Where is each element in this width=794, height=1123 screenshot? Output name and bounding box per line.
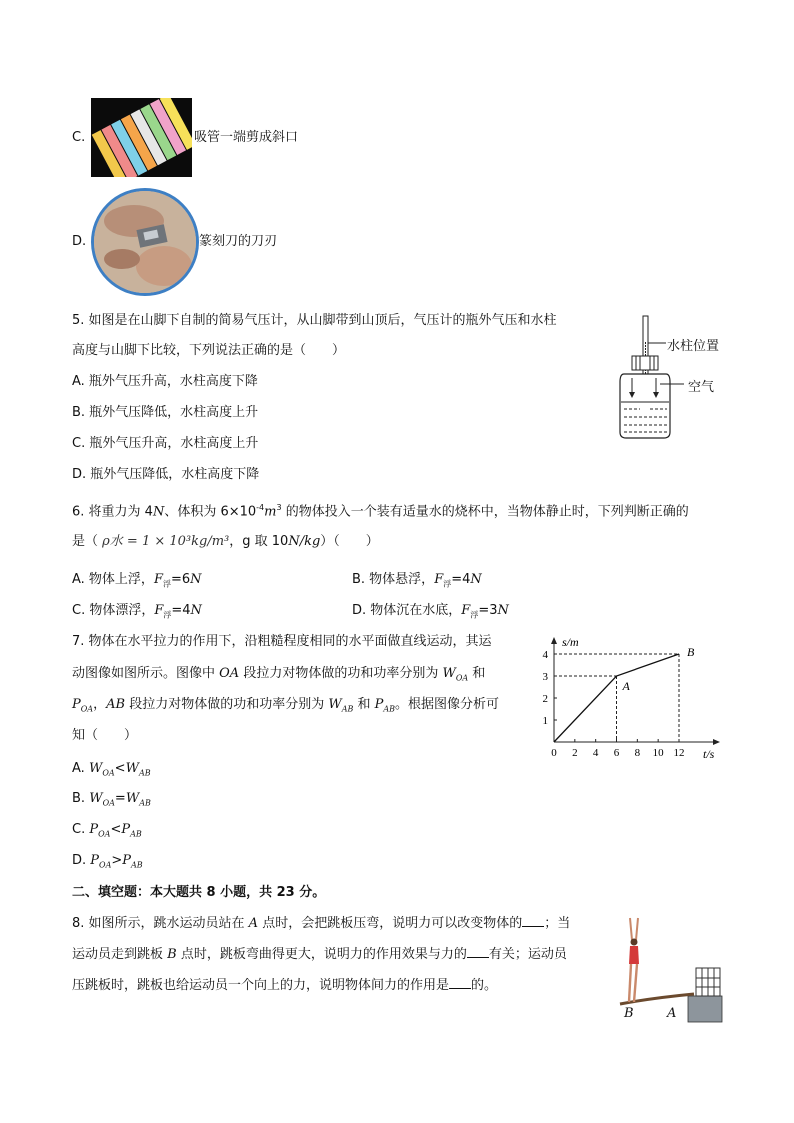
q7-oa: OA xyxy=(219,666,240,681)
q7-ab: AB xyxy=(106,697,126,712)
q6-d-text: D. 物体沉在水底， xyxy=(352,603,462,618)
q7-d-s1: OA xyxy=(99,860,112,870)
q6-unit-nkg: N/kg xyxy=(288,534,321,549)
x-tick-label: 2 xyxy=(572,747,578,759)
q8-t8: 的。 xyxy=(471,978,498,993)
q6-a-unit: N xyxy=(190,572,202,587)
q6-unit-n: N xyxy=(152,504,165,520)
q6-d-sub: 浮 xyxy=(470,610,479,620)
label-point-b: B xyxy=(624,1006,634,1021)
q7-a-w2: W xyxy=(125,761,139,776)
q7-c-letter: C. xyxy=(72,822,90,837)
q6-b-text: B. 物体悬浮， xyxy=(352,572,435,587)
q7-c-s1: OA xyxy=(98,829,111,839)
answer-blank-1[interactable] xyxy=(522,914,544,927)
st-graph xyxy=(535,632,725,782)
straws-illustration xyxy=(91,98,192,177)
q7-b-w2: W xyxy=(125,791,140,806)
x-axis-label: t/s xyxy=(703,747,715,761)
q8-t4: 运动员走到跳板 xyxy=(72,947,168,962)
q7-w2: W xyxy=(328,697,342,712)
q7-c-p1: P xyxy=(89,822,99,837)
q7-p1: P xyxy=(72,697,81,712)
q6-option-c xyxy=(72,602,202,625)
q7-option-b xyxy=(72,790,151,813)
diving-board-figure xyxy=(612,912,724,1024)
y-tick-label: 4 xyxy=(542,649,548,661)
q7-b-letter: B. xyxy=(72,791,90,806)
q5-stem-line1: 5. 如图是在山脚下自制的简易气压计，从山脚带到山顶后，气压计的瓶外气压和水柱 xyxy=(72,313,557,328)
q5-option-b: B. 瓶外气压降低，水柱高度上升 xyxy=(72,405,259,420)
q7-p2: P xyxy=(374,697,384,712)
q5-stem-line2: 高度与山脚下比较，下列说法正确的是（ ） xyxy=(72,343,346,358)
q7-c-op: < xyxy=(110,822,122,837)
q7-p1-sub: OA xyxy=(80,704,94,714)
q7-b-op: = xyxy=(114,791,126,806)
point-label-b: B xyxy=(687,645,695,659)
q6-b-unit: N xyxy=(470,572,482,587)
q7-line3 xyxy=(72,696,499,719)
q6-text-c: 的物体投入一个装有适量水的烧杯中，当物体静止时，下列判断正确的 xyxy=(281,504,689,520)
q7-p2-sub: AB xyxy=(383,704,396,714)
q7-c-p2: P xyxy=(121,822,131,837)
q7-option-c xyxy=(72,821,142,844)
answer-blank-3[interactable] xyxy=(449,976,471,989)
y-tick-label: 1 xyxy=(542,715,548,727)
q7-line4: 知（ ） xyxy=(72,728,138,743)
q6-d-val: =3 xyxy=(478,603,498,618)
q6-cube: 3 xyxy=(276,503,282,512)
x-tick-label: 4 xyxy=(592,747,599,759)
point-label-a: A xyxy=(622,679,630,693)
q8-b: B xyxy=(167,947,177,962)
x-tick-label: 12 xyxy=(673,747,685,759)
q7-b-s2: AB xyxy=(139,798,151,808)
q6-exponent: -4 xyxy=(256,503,265,512)
straws-image xyxy=(91,98,192,177)
q6-b-sub: 浮 xyxy=(443,579,452,589)
q6-c-text: C. 物体漂浮， xyxy=(72,603,155,618)
q6-d-f: F xyxy=(461,603,471,618)
q7-t1: 动图像如图所示。图像中 xyxy=(72,666,220,681)
q6-a-sub: 浮 xyxy=(162,579,171,589)
q6-text-a: 6. 将重力为 4 xyxy=(72,504,153,520)
q7-d-s2: AB xyxy=(131,860,143,870)
label-point-a: A xyxy=(667,1006,677,1021)
q7-d-op: > xyxy=(111,853,123,868)
q7-t4: ， xyxy=(93,697,107,712)
q7-d-letter: D. xyxy=(72,853,91,868)
q5-option-a: A. 瓶外气压升高，水柱高度下降 xyxy=(72,374,258,389)
q7-line1: 7. 物体在水平拉力的作用下，沿粗糙程度相同的水平面做直线运动，其运 xyxy=(72,634,492,649)
q7-t2: 段拉力对物体做的功和功率分别为 xyxy=(239,666,443,681)
q7-a-s1: OA xyxy=(102,768,115,778)
knife-illustration xyxy=(94,191,196,293)
q7-a-letter: A. xyxy=(72,761,89,776)
answer-blank-2[interactable] xyxy=(467,945,489,958)
q6-text-e: ，g 取 10 xyxy=(229,534,289,549)
q6-density-formula: ρ水 = 1 × 10³kg/m³ xyxy=(102,534,230,549)
st-graph-svg xyxy=(535,632,725,782)
q6-a-f: F xyxy=(153,572,163,587)
section-heading: 二、填空题：本大题共 8 小题，共 23 分。 xyxy=(72,885,326,900)
x-tick-label: 6 xyxy=(613,747,620,759)
x-tick-label: 8 xyxy=(634,747,641,759)
q8-t1: 8. 如图所示，跳水运动员站在 xyxy=(72,916,249,931)
barometer-figure xyxy=(610,312,730,442)
q7-option-a xyxy=(72,760,151,783)
q7-w1-sub: OA xyxy=(455,673,469,683)
q5-option-c: C. 瓶外气压升高，水柱高度上升 xyxy=(72,436,259,451)
q6-b-val: =4 xyxy=(451,572,471,587)
q8-line2 xyxy=(72,945,567,964)
q6-unit-m: m xyxy=(264,504,277,520)
q7-t5: 段拉力对物体做的功和功率分别为 xyxy=(125,697,329,712)
q7-t7: 。根据图像分析可 xyxy=(395,697,500,712)
q6-stem-line1 xyxy=(72,499,689,521)
q7-a-op: < xyxy=(114,761,126,776)
q7-b-w1: W xyxy=(89,791,103,806)
q6-c-unit: N xyxy=(190,603,202,618)
y-axis-label: s/m xyxy=(562,635,579,649)
q7-option-d xyxy=(72,852,143,875)
q8-line3 xyxy=(72,976,497,995)
q8-t6: 有关；运动员 xyxy=(488,947,567,962)
q6-a-val: =6 xyxy=(170,572,191,587)
y-axis-arrow xyxy=(551,637,557,644)
q6-text-d: 是（ xyxy=(72,534,99,549)
q8-t3: ；当 xyxy=(544,916,571,931)
engraving-knife-image xyxy=(91,188,199,296)
q7-line2 xyxy=(72,665,485,688)
x-axis-arrow xyxy=(713,739,720,745)
q6-option-a xyxy=(72,571,202,594)
q7-w2-sub: AB xyxy=(341,704,354,714)
q8-t7: 压跳板时，跳板也给运动员一个向上的力，说明物体间力的作用是 xyxy=(72,978,450,993)
q6-c-f: F xyxy=(154,603,164,618)
q6-option-b xyxy=(352,571,482,594)
q6-b-f: F xyxy=(434,572,444,587)
q6-text-f: ）（ ） xyxy=(320,534,379,549)
q6-option-d xyxy=(352,602,509,625)
option-c-letter: C. xyxy=(72,130,86,145)
q6-stem-line2 xyxy=(72,533,379,551)
q6-d-unit: N xyxy=(497,603,509,618)
label-air: 空气 xyxy=(688,380,715,395)
q7-c-s2: AB xyxy=(130,829,142,839)
q8-t5: 点时，跳板弯曲得更大，说明力的作用效果与力的 xyxy=(176,947,467,962)
y-tick-label: 2 xyxy=(542,693,548,705)
q8-t2: 点时，会把跳板压弯，说明力可以改变物体的 xyxy=(258,916,523,931)
q5-option-d: D. 瓶外气压降低，水柱高度下降 xyxy=(72,467,260,482)
x-tick-label: 10 xyxy=(652,747,664,759)
label-water-column: 水柱位置 xyxy=(667,339,720,354)
q6-c-val: =4 xyxy=(171,603,191,618)
q7-w1: W xyxy=(442,666,456,681)
q7-d-p2: P xyxy=(122,853,132,868)
q7-a-w1: W xyxy=(88,761,103,776)
option-c-text: 吸管一端剪成斜口 xyxy=(194,130,299,145)
q6-c-sub: 浮 xyxy=(163,610,172,620)
q6-text-b: 、体积为 6×10 xyxy=(164,504,257,520)
q7-a-s2: AB xyxy=(138,768,151,778)
q7-d-p1: P xyxy=(90,853,100,868)
q6-a-text: A. 物体上浮， xyxy=(72,572,154,587)
option-d-letter: D. xyxy=(72,234,87,249)
x-tick-label: 0 xyxy=(551,747,557,759)
y-tick-label: 3 xyxy=(542,671,548,683)
q8-a: A xyxy=(248,916,259,931)
q7-t3: 和 xyxy=(468,666,486,681)
q8-line1 xyxy=(72,914,570,933)
option-d-text: 篆刻刀的刀刃 xyxy=(199,234,278,249)
q7-t6: 和 xyxy=(353,697,375,712)
q7-b-s1: OA xyxy=(102,798,115,808)
